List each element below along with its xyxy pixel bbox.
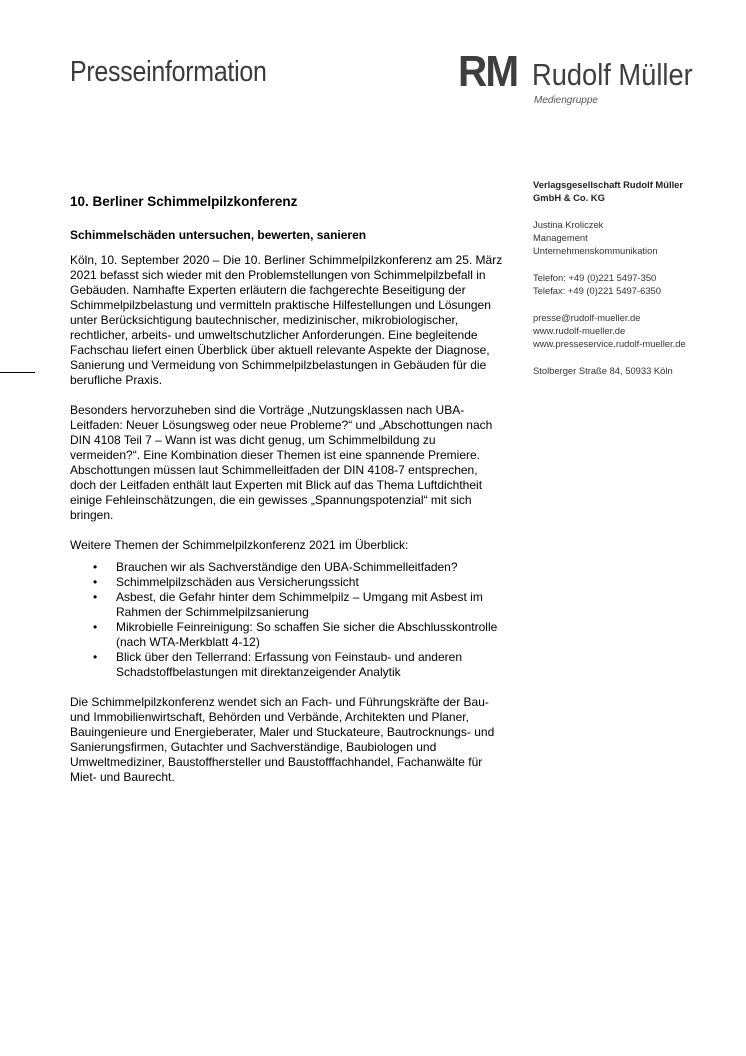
postal-address: Stolberger Straße 84, 50933 Köln xyxy=(533,365,673,376)
list-item-text: Schimmelpilzschäden aus Versicherungssicht xyxy=(116,575,359,589)
website-link[interactable]: www.rudolf-mueller.de xyxy=(533,325,626,336)
company-name-line: Verlagsgesellschaft Rudolf Müller xyxy=(533,179,684,190)
bullet-icon: • xyxy=(93,590,98,604)
list-item-text: Mikrobielle Feinreinigung: So schaffen Sie sicher die Abschlusskontrolle (nach WTA-Merkblatt 4-12) xyxy=(116,620,498,649)
article-title: 10. Berliner Schimmelpilzkonferenz xyxy=(70,194,298,209)
contact-person xyxy=(533,218,733,257)
list-item xyxy=(93,620,505,650)
list-item-text: Brauchen wir als Sachverständige den UBA-Schimmelleitfaden? xyxy=(116,560,458,574)
bullet-icon: • xyxy=(93,560,98,574)
email-link[interactable]: presse@rudolf-mueller.de xyxy=(533,312,641,323)
contact-name: Justina Kroliczek xyxy=(533,219,604,230)
list-item xyxy=(93,650,505,680)
contact-sidebar xyxy=(533,178,733,391)
list-item xyxy=(93,560,505,575)
fold-mark xyxy=(0,372,35,373)
phone-info xyxy=(533,271,733,297)
company-name-line: GmbH & Co. KG xyxy=(533,192,605,203)
document-type-heading: Presseinformation xyxy=(70,56,267,88)
company-name xyxy=(533,178,733,204)
phone-number: Telefon: +49 (0)221 5497-350 xyxy=(533,272,657,283)
topics-list xyxy=(70,560,505,680)
topics-intro: Weitere Themen der Schimmelpilzkonferenz 2021 im Überblick: xyxy=(70,538,409,552)
list-item xyxy=(93,575,505,590)
article-paragraph: Besonders hervorzuheben sind die Vorträge „Nutzungsklassen nach UBA-Leitfaden: Neuer Lösungsweg oder neue Probleme?“ und „Abschottungen nach DIN 4108 Teil 7 – Wann ist was dicht genug, um Schimmelbildung zu vermeiden?“. Eine Kombination dieser Themen ist eine spannende Premiere. Abschottungen müssen laut Schimmelleitfaden der DIN 4108-7 entsprechen, doch der Leitfaden enthält laut Experten mit Blick auf das Thema Luftdichtheit einige Fehleinschätzungen, die ein gewisses „Spannungspotenzial“ mit sich bringen. xyxy=(70,403,493,522)
company-logo-mark: RM xyxy=(458,47,518,96)
bullet-icon: • xyxy=(93,575,98,589)
bullet-icon: • xyxy=(93,620,98,634)
article-paragraph: Köln, 10. September 2020 – Die 10. Berliner Schimmelpilzkonferenz am 25. März 2021 befasst sich wieder mit den Problemstellungen von Schimmelpilzbefall in Gebäuden. Namhafte Experten erläutern die fachgerechte Beseitigung der Schimmelpilzbelastung und vermitteln praktische Hilfestellungen und Lösungen unter Berücksichtigung bautechnischer, medizinischer, mikrobiologischer, rechtlicher, arbeits- und umweltschutzlicher Anforderungen. Eine begleitende Fachschau liefert einen Überblick über aktuell relevante Aspekte der Diagnose, Sanierung und Vermeidung von Schimmelpilzbelastungen in Gebäuden für die berufliche Praxis. xyxy=(70,253,503,387)
address-info xyxy=(533,364,733,377)
contact-department: Unternehmenskommunikation xyxy=(533,245,658,256)
company-logo-name: Rudolf Müller xyxy=(532,57,693,92)
contact-department: Management xyxy=(533,232,588,243)
list-item xyxy=(93,590,505,620)
list-item-text: Blick über den Tellerrand: Erfassung von Feinstaub- und anderen Schadstoffbelastungen mit direktanzeigender Analytik xyxy=(116,650,462,679)
web-info xyxy=(533,311,733,350)
list-item-text: Asbest, die Gefahr hinter dem Schimmelpilz – Umgang mit Asbest im Rahmen der Schimmelpilzsanierung xyxy=(116,590,483,619)
company-logo-subtitle: Mediengruppe xyxy=(534,95,598,106)
article-paragraph: Die Schimmelpilzkonferenz wendet sich an Fach- und Führungskräfte der Bau- und Immobilienwirtschaft, Behörden und Verbände, Architekten und Planer, Bauingenieure und Energieberater, Maler und Stuckateure, Bautrocknungs- und Sanierungsfirmen, Gutachter und Sachverständige, Baubiologen und Umweltmediziner, Baustoffhersteller und Baustofffachhandel, Fachanwälte für Miet- und Baurecht. xyxy=(70,695,495,784)
press-release-body xyxy=(70,194,505,800)
bullet-icon: • xyxy=(93,650,98,664)
fax-number: Telefax: +49 (0)221 5497-6350 xyxy=(533,285,661,296)
presseservice-link[interactable]: www.presseservice.rudolf-mueller.de xyxy=(533,338,686,349)
article-subtitle: Schimmelschäden untersuchen, bewerten, sanieren xyxy=(70,228,367,242)
